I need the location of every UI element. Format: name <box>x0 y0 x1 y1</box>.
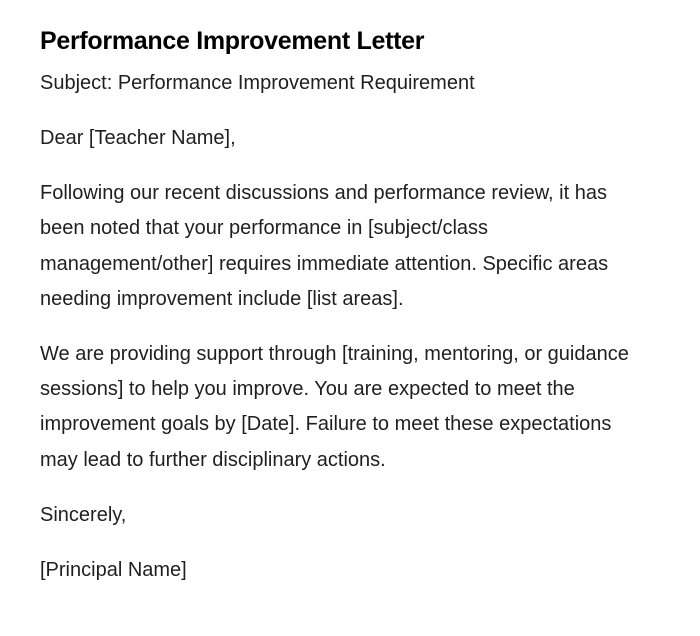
subject-line: Subject: Performance Improvement Requirement <box>40 72 475 94</box>
signature: [Principal Name] <box>40 559 187 582</box>
body-paragraph-1: Following our recent discussions and performance review, it has been noted that your performance in [subject/class management/other] requires immediate attention. Specific areas needing improvement include [list areas]. <box>40 182 609 310</box>
salutation: Dear [Teacher Name], <box>40 127 236 149</box>
body-paragraph-2: We are providing support through [training, mentoring, or guidance sessions] to help you improve. You are expected to meet the improvement goals by [Date]. Failure to meet these expectations may lead to further disciplinary actions. <box>40 343 629 471</box>
closing: Sincerely, <box>40 503 127 526</box>
letter-title: Performance Improvement Letter <box>40 27 425 55</box>
letter-document <box>40 24 640 588</box>
